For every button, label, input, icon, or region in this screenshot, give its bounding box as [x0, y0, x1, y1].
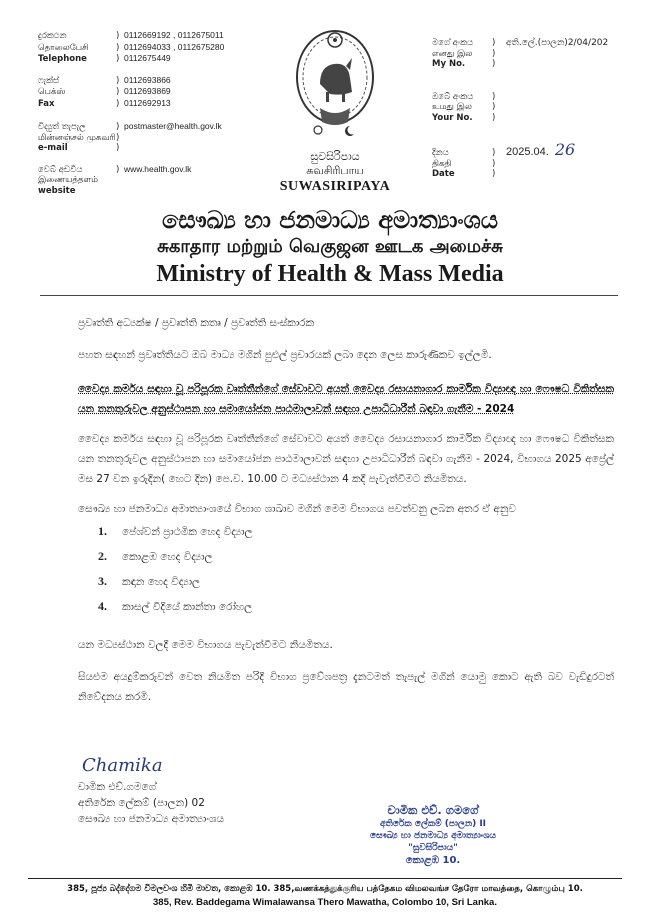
- footer-address-si-ta: 385, පූජ්‍ය බද්දේගම විමලවංශ හිමි මාවත, කොළඹ 10. 385,வணக்கத்துக்குரிய பத்தேகம விமலவங்ச தேரோ மாவத்தை, கொழும்பு 10.: [67, 884, 583, 894]
- phone-row: දුරකථන ) 0112669192 , 0112675011 தொலைபேசி ) 0112694033 , 0112675280 Telephone ) 0112675449: [38, 30, 225, 64]
- phone-value-3: 0112675449: [124, 53, 171, 63]
- my-number-value: අති.ලේ.(පාලන)2/04/202: [506, 38, 609, 48]
- signatory-org: සෞඛ්‍ය හා ජනමාධ්‍ය අමාත්‍යාංශය: [78, 813, 225, 825]
- subject-heading: වෛද්‍ය කර්මය සඳහා වූ පරිපූරක වෘත්තීන්ගේ සේවාවට අයත් වෛද්‍ය රසායනාගාර කාර්මික විද්‍යාඥ හා ෆෞෂධ විකිත්සක යන තනතුරුවල අනුස්ථාපන හා සමායෝජන පාඨමාලාවන් සඳහා උපාධිධාරීන් බඳවා ගැනීම - 2024: [78, 383, 614, 415]
- list-item: 4. කාසල් වීදියේ කාන්තා රෝහල: [98, 599, 253, 613]
- fax-row: ෆැක්ස් ) 0112693866 பெக்ஸ் ) 0112693869 Fax ) 0112692913: [38, 74, 171, 109]
- signature-scribble: Chamika: [82, 755, 163, 776]
- my-number-row: මගේ අංකය ) අති.ලේ.(පාලන)2/04/202 எனது இல ) My No. ): [432, 38, 609, 69]
- website-value: www.health.gov.lk: [124, 163, 192, 174]
- footer-divider: [28, 878, 622, 879]
- emblem-caption: [250, 150, 420, 196]
- paragraph-admission-cards: සියළුම අයදුම්කරුවන් වෙත නියමිත පරිදි විභාග ප්‍රවේශපත්‍ර දැනටමත් තැපැල් මගින් යොමු කොට ඇති බව වැඩිදුරටත් නිවේදනය කරමි.: [78, 671, 614, 703]
- paragraph-exam-details: වෛද්‍ය කර්මය සඳහා වූ පරිපූරක වෘත්තීන්ගේ සේවාවට අයත් වෛද්‍ය රසායනාගාර කාර්මික විද්‍යාඥ හා ෆෞෂධ විකිත්සක යන තනතුරුවල අනුස්ථාපන හා සමායෝජන පාඨමාලාවන් සඳහා උපාධිධාරීන් බඳවා ගැනීම - 2024, විභාගය 2025 අප්‍රේල් මස 27 වන ඉරුදින( හෙට දින) පෙ.ව. 10.00 ට මධ්‍යස්ථාන 4 කදී පැවැත්වීමට නියමිතය.: [78, 433, 614, 485]
- header-divider: [40, 295, 618, 296]
- official-stamp: චාමික එච්. ගමගේ අතිරේක ලේකම් (පාලන) II සෞඛ්‍ය හා ජනමාධ්‍ය අමාත්‍යාංශය "සුවසිරිපාය" කොළඹ 10.: [370, 803, 496, 866]
- reference-block-right: [432, 38, 642, 180]
- list-item: 2. කොළඹ හෙද විද්‍යාල: [98, 549, 213, 563]
- centre-list: [78, 523, 614, 615]
- ministry-name-block: [40, 205, 620, 289]
- emblem-caption-ta: சுவசிரிபாய: [306, 164, 364, 177]
- footer-address-en: 385, Rev. Baddegama Wimalawansa Thero Mawatha, Colombo 10, Sri Lanka.: [153, 897, 497, 908]
- footer-address: [10, 883, 640, 910]
- email-row: විද්‍යුත් තැපැල ) postmaster@health.gov.lk மின்னஞ்சல் முகவரி) e-mail ): [38, 121, 222, 153]
- letter-body: [78, 315, 614, 707]
- website-row: වෙබ් අඩවිය ) www.health.gov.lk இணையத்தளம் website: [38, 163, 192, 196]
- date-printed: 2025.04.: [506, 146, 549, 158]
- paragraph-exam-branch: සෞඛ්‍ය හා ජනමාධ්‍ය අමාත්‍යාංශයේ විභාග ශාඛාව මගින් මෙම විභාගය පවත්වනු ලබන අතර ඒ අනුව: [78, 503, 516, 515]
- date-handwritten: 26: [554, 140, 576, 159]
- ministry-name-en: Ministry of Health & Mass Media: [156, 261, 504, 287]
- signatory-name: චාමික එච්.ගමගේ: [78, 781, 157, 793]
- email-value: postmaster@health.gov.lk: [124, 121, 222, 131]
- emblem-caption-si: සුවසිරිපාය: [310, 150, 360, 163]
- phone-value-2: 0112694033 , 0112675280: [124, 41, 225, 52]
- phone-value-1: 0112669192 , 0112675011: [124, 30, 224, 40]
- emblem-caption-en: SUWASIRIPAYA: [279, 179, 391, 194]
- date-row: දිනය ) 2025.04. 26 திகதி ) Date ): [432, 140, 576, 179]
- paragraph-centres: යන මධ්‍යස්ථාන වලදී මෙම විභාගය පැවැත්වීමට නියමිතය.: [78, 639, 333, 651]
- addressee-line: ප්‍රවෘත්ති අධ්‍යක්ෂ / ප්‍රවෘත්ති කතෘ / ප්‍රවෘත්ති සංස්කාරක: [78, 317, 315, 329]
- signature-block: [78, 755, 298, 827]
- request-line: පහත සඳහන් ප්‍රවෘත්තියට ඔබ මාධ්‍ය මගින් පුළුල් ප්‍රචාරයක් ලබා දෙන ලෙස කාරුණිකව ඉල්ලමි.: [78, 349, 492, 361]
- ministry-name-si: සෞඛ්‍ය හා ජනමාධ්‍ය අමාත්‍යාංශය: [162, 206, 498, 234]
- ministry-name-ta: சுகாதார மற்றும் வெகுஜன ஊடக அமைச்சு: [157, 236, 503, 257]
- emblem-icon: [290, 22, 380, 142]
- national-emblem: [290, 22, 380, 142]
- list-item: 3. කඳාන හෙද විද්‍යාල: [98, 574, 201, 588]
- signatory-title: අතිරේක ලේකම් (පාලන) 02: [78, 797, 205, 809]
- your-number-row: ඔබේ අංකය ) உமது இல ) Your No. ): [432, 91, 496, 123]
- list-item: 1. පේශ්වන් ප්‍රාථමික හෙද විද්‍යාල: [98, 524, 253, 538]
